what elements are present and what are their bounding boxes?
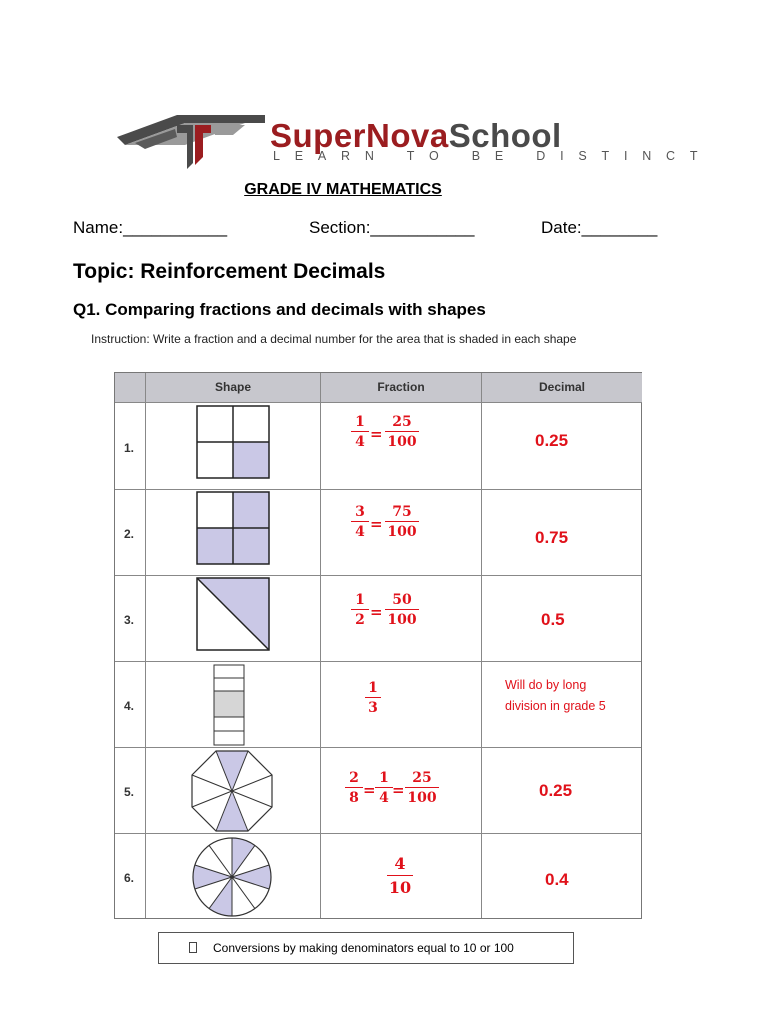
denominator: 100	[407, 790, 437, 806]
decimal-note	[505, 675, 606, 717]
logo-emblem-icon	[115, 113, 275, 173]
denominator: 10	[388, 878, 412, 897]
denominator: 100	[387, 524, 417, 540]
shaded-circle	[189, 834, 275, 920]
numerator: 4	[387, 853, 413, 876]
conversion-note	[158, 932, 574, 964]
row-number: 2.	[124, 527, 135, 541]
question-heading: Q1. Comparing fractions and decimals with shapes	[73, 300, 486, 319]
numerator: 2	[345, 769, 363, 788]
decimal-answer: 0.5	[541, 610, 565, 629]
shaded-third-strip	[212, 663, 246, 747]
denominator: 3	[368, 700, 378, 716]
row-number: 1.	[124, 441, 135, 455]
row-number: 4.	[124, 699, 135, 713]
section-field[interactable]: Section:___________	[309, 218, 475, 237]
decimal-answer: 0.25	[535, 431, 569, 450]
decimal-note-line: Will do by long	[505, 678, 587, 692]
column-header-shape: Shape	[214, 380, 251, 394]
worksheet-title: GRADE IV MATHEMATICS	[244, 181, 442, 198]
denominator: 8	[349, 790, 359, 806]
decimal-note-line: division in grade 5	[505, 699, 606, 713]
answer-table: Shape Fraction Decimal 1. $\frac{1}{4}$ = $\frac{25}{100}$ 0.25 2. $\frac{3}{4}$ = $\frac{75}{100}$ 0.75 3. $\frac{1}{2}$ = $\frac{50}{100}$ 0.5 4. $\frac{1}{3}$ Will do by long division in grade 5 5. $\frac{2}{8}$ = $\frac{1}{4}$ = $\frac{25}{100}$ 0.25 6. $\frac{4}{10}$ 0.4	[114, 372, 642, 919]
logo-brand-part2: School	[448, 117, 562, 154]
row-number: 5.	[124, 785, 135, 799]
school-logo	[115, 113, 713, 173]
shaded-half-square	[195, 576, 271, 652]
numerator: 1	[351, 591, 369, 610]
numerator: 3	[351, 503, 369, 522]
logo-brand-part1: SuperNova	[270, 117, 449, 154]
numerator: 25	[385, 413, 419, 432]
shaded-octagon	[189, 748, 275, 834]
denominator: 4	[355, 524, 365, 540]
column-header-decimal: Decimal	[538, 380, 586, 394]
topic-heading: Topic: Reinforcement Decimals	[73, 260, 386, 283]
denominator: 4	[355, 434, 365, 450]
name-field[interactable]: Name:___________	[73, 218, 228, 237]
shaded-quarter-square	[195, 404, 271, 480]
numerator: 50	[385, 591, 419, 610]
checkbox-icon	[189, 942, 197, 953]
numerator: 1	[351, 413, 369, 432]
decimal-answer: 0.75	[535, 528, 569, 547]
logo-tagline: LEARN TO BE DISTINCT	[273, 149, 713, 163]
conversion-note-text: Conversions by making denominators equal to 10 or 100	[213, 941, 514, 955]
denominator: 100	[387, 434, 417, 450]
row-number: 6.	[124, 871, 135, 885]
denominator: 4	[379, 790, 389, 806]
decimal-answer: 0.4	[545, 870, 569, 889]
numerator: 1	[375, 769, 393, 788]
denominator: 2	[355, 612, 365, 628]
numerator: 1	[365, 679, 381, 698]
instruction-text: Instruction: Write a fraction and a decimal number for the area that is shaded in each shape	[91, 332, 577, 346]
numerator: 75	[385, 503, 419, 522]
denominator: 100	[387, 612, 417, 628]
decimal-answer: 0.25	[539, 781, 573, 800]
column-header-fraction: Fraction	[377, 380, 425, 394]
row-number: 3.	[124, 613, 135, 627]
numerator: 25	[405, 769, 439, 788]
date-field[interactable]: Date:________	[541, 218, 658, 237]
shaded-three-quarters-square	[195, 490, 271, 566]
